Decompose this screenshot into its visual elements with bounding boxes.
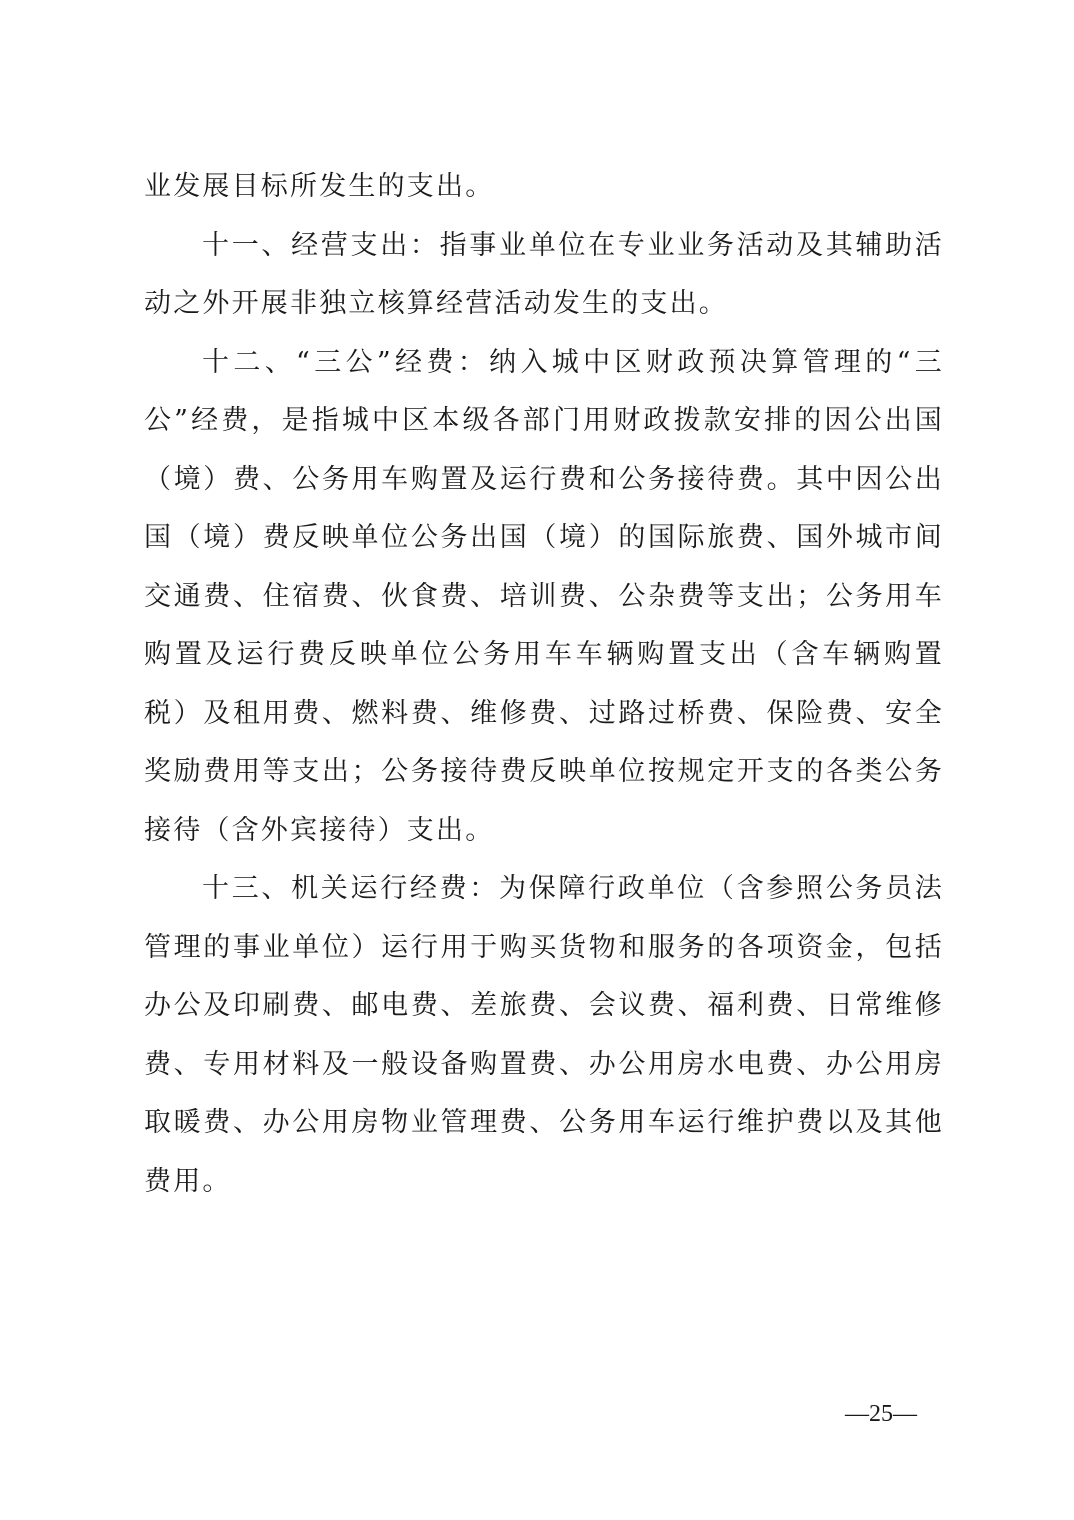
paragraph-agency-operating-expenses: 十三、机关运行经费：为保障行政单位（含参照公务员法管理的事业单位）运行用于购买货物和服务的各项资金，包括办公及印刷费、邮电费、差旅费、会议费、福利费、日常维修费、专用材料及一般设备购置费、办公用房水电费、办公用房取暖费、办公用房物业管理费、公务用车运行维护费以及其他费用。: [144, 873, 944, 1197]
paragraph-three-public-expenses: 十二、“三公”经费：纳入城中区财政预决算管理的“三公”经费，是指城中区本级各部门用财政拨款安排的因公出国（境）费、公务用车购置及运行费和公务接待费。其中因公出国（境）费反映单位公务出国（境）的国际旅费、国外城市间交通费、住宿费、伙食费、培训费、公杂费等支出；公务用车购置及运行费反映单位公务用车车辆购置支出（含车辆购置税）及租用费、燃料费、维修费、过路过桥费、保险费、安全奖励费用等支出；公务接待费反映单位按规定开支的各类公务接待（含外宾接待）支出。: [144, 346, 944, 846]
paragraph-continuation: 业发展目标所发生的支出。: [144, 171, 495, 202]
paragraph-operating-expenditure: 十一、经营支出：指事业单位在专业业务活动及其辅助活动之外开展非独立核算经营活动发生的支出。: [144, 229, 944, 319]
page-number: —25—: [845, 1401, 917, 1427]
document-body: [144, 158, 944, 1211]
